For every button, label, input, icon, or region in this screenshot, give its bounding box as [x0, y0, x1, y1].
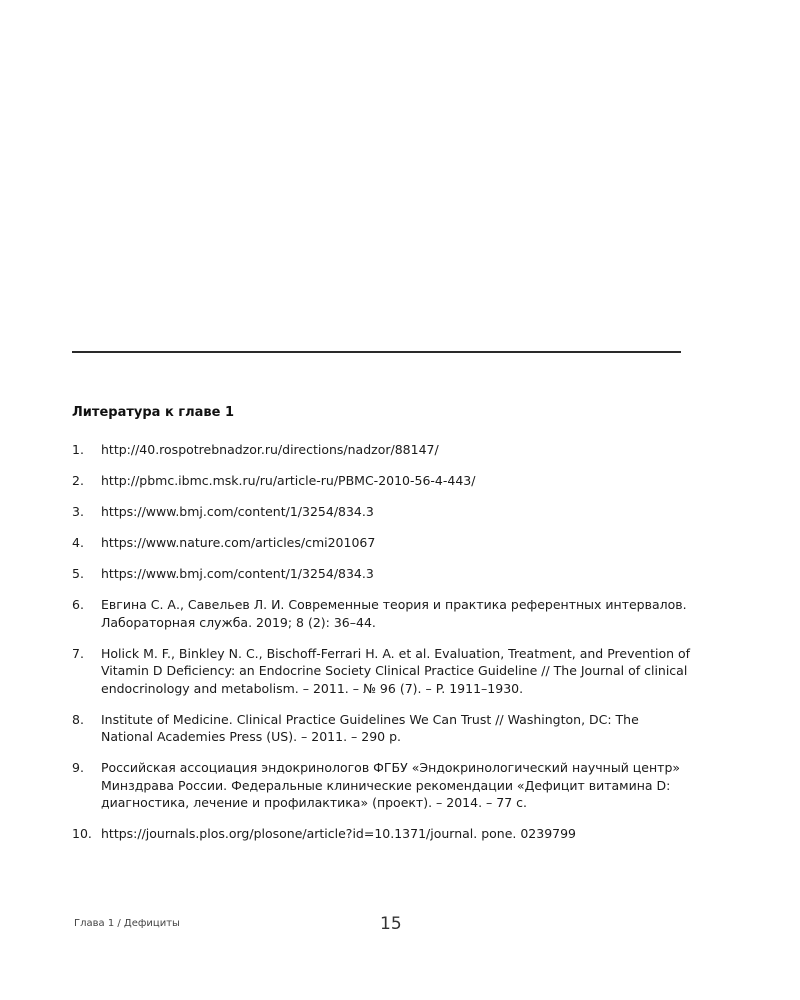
reference-item	[72, 596, 692, 631]
reference-text: https://www.bmj.com/content/1/3254/834.3	[101, 566, 374, 581]
reference-text: https://journals.plos.org/plosone/article?id=10.1371/journal. pone. 0239799	[101, 826, 577, 841]
reference-text: Евгина С. А., Савельев Л. И. Современные теория и практика референтных интервалов. Лабораторная служба. 2019; 8 (2): 36–44.	[101, 597, 687, 630]
reference-number: 2.	[72, 473, 84, 488]
reference-item	[72, 825, 692, 843]
reference-text: Российская ассоциация эндокринологов ФГБУ «Эндокринологический научный центр» Минздрава России. Федеральные клинические рекомендации «Дефицит витамина D: диагностика, лечение и профилактика» (проект). – 2014. – 77 с.	[101, 760, 681, 810]
reference-item	[72, 711, 692, 746]
reference-number: 1.	[72, 442, 84, 457]
page-number: 15	[380, 914, 402, 934]
reference-text: https://www.bmj.com/content/1/3254/834.3	[101, 504, 374, 519]
reference-item	[72, 759, 692, 812]
reference-text: http://40.rospotrebnadzor.ru/directions/nadzor/88147/	[101, 442, 439, 457]
reference-item	[72, 441, 692, 459]
reference-number: 5.	[72, 566, 84, 581]
reference-number: 4.	[72, 535, 84, 550]
reference-item	[72, 645, 692, 698]
reference-number: 8.	[72, 711, 84, 727]
reference-number: 6.	[72, 597, 84, 612]
reference-number: 7.	[72, 645, 84, 661]
reference-text: Holick M. F., Binkley N. C., Bischoff-Ferrari H. A. et al. Evaluation, Treatment, and Prevention of Vitamin D Deficiency: an Endocrine Society Clinical Practice Guideline // The Journal of clinical endocrinology and metabolism. – 2011. – № 96 (7). – P. 1911–1930.	[101, 645, 691, 696]
reference-number: 10.	[72, 826, 92, 841]
reference-text: Institute of Medicine. Clinical Practice Guidelines We Can Trust // Washington, DC: The National Academies Press (US). – 2011. – 290 p.	[101, 711, 639, 744]
reference-number: 3.	[72, 504, 84, 519]
reference-item	[72, 565, 692, 583]
reference-number: 9.	[72, 760, 84, 775]
reference-item	[72, 534, 692, 552]
running-title: Глава 1 / Дефициты	[74, 918, 180, 929]
reference-text: https://www.nature.com/articles/cmi201067	[101, 535, 376, 550]
section-title: Литература к главе 1	[72, 405, 234, 420]
reference-item	[72, 472, 692, 490]
section-divider	[72, 351, 681, 353]
reference-text: http://pbmc.ibmc.msk.ru/ru/article-ru/PBMC-2010-56-4-443/	[101, 473, 476, 488]
reference-list	[72, 441, 692, 856]
reference-item	[72, 503, 692, 521]
